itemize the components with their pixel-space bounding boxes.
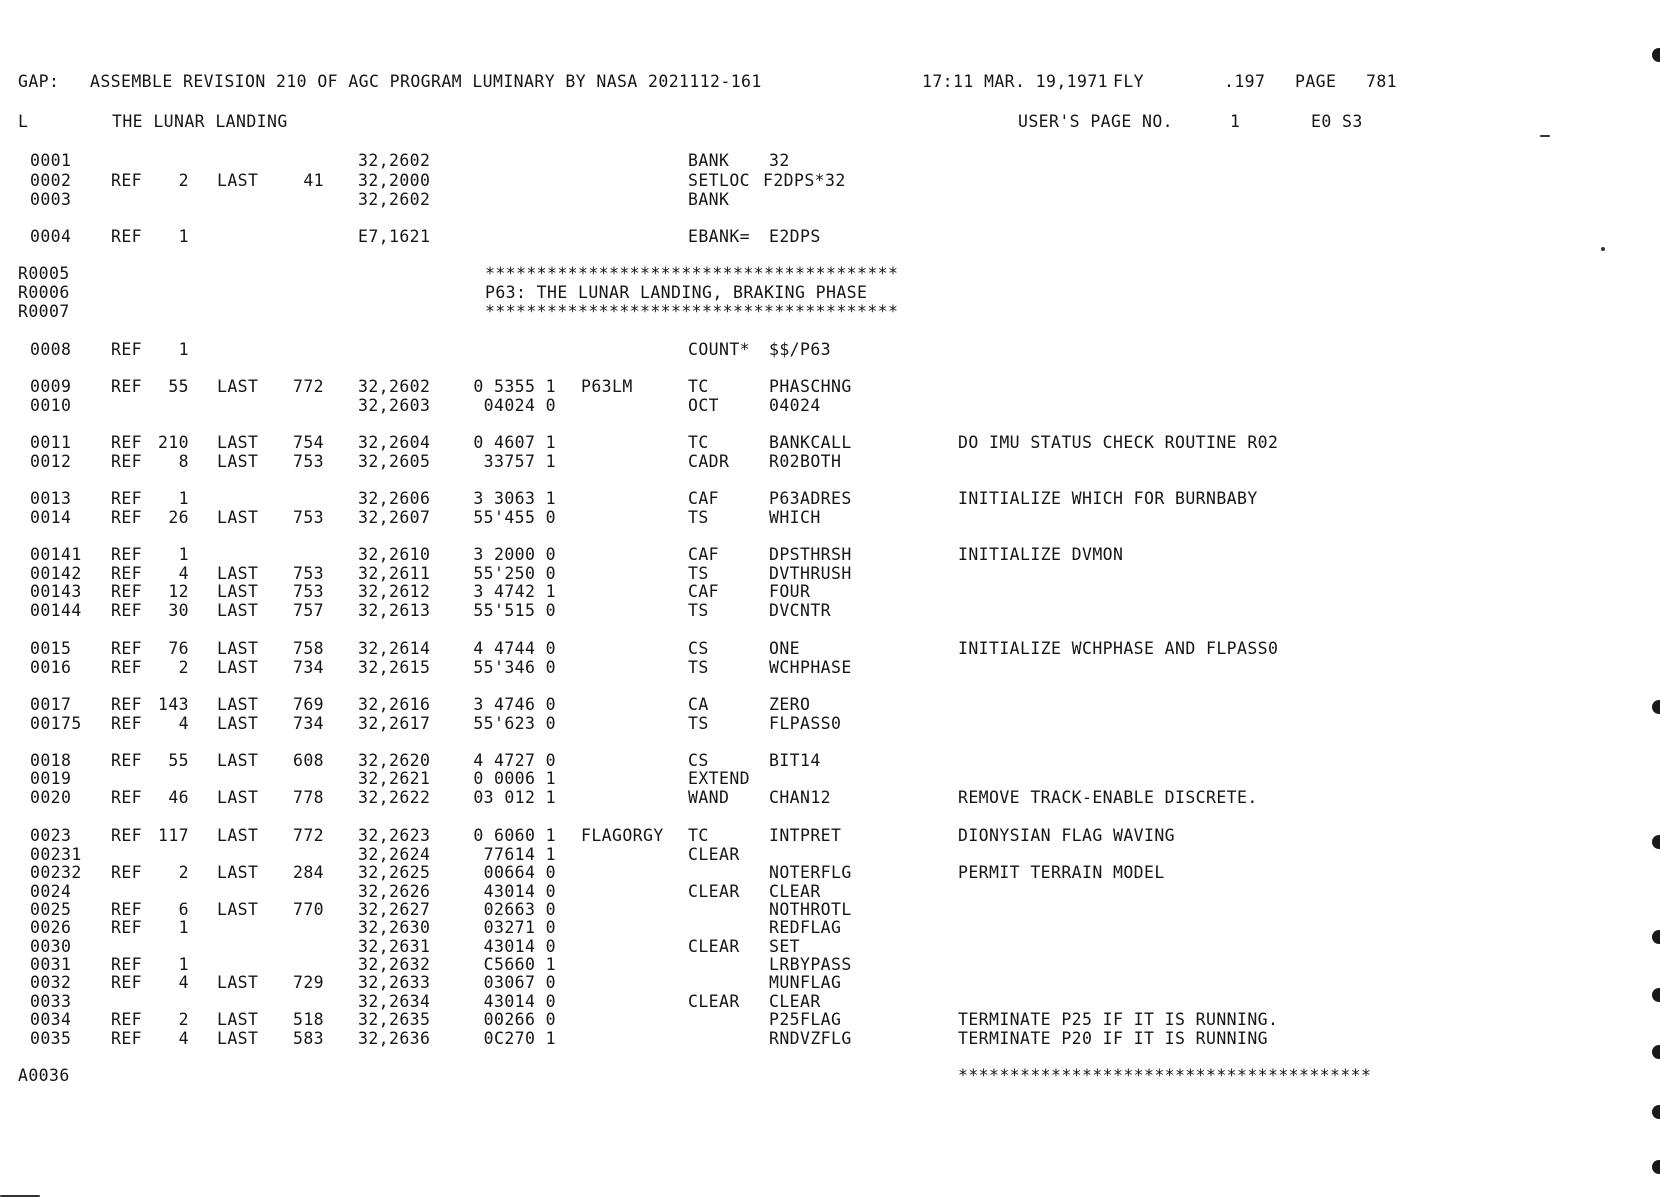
row-op: EXTEND: [688, 769, 751, 788]
row-word: 0 0006 1: [473, 769, 556, 788]
row-comment: DO IMU STATUS CHECK ROUTINE R02: [958, 433, 1279, 452]
row-op: TC: [688, 377, 709, 396]
row-operand: SET: [769, 937, 801, 956]
row-line: 00141: [30, 545, 82, 564]
row-last: LAST: [217, 900, 259, 919]
row-ref: REF: [111, 826, 143, 845]
row-addr: 32,2613: [358, 601, 431, 620]
row-lastn: 734: [292, 714, 324, 733]
row-addr: 32,2620: [358, 751, 431, 770]
header-value: .197: [1224, 72, 1266, 91]
row-op: CAF: [688, 582, 720, 601]
row-refn: 4: [178, 973, 189, 992]
row-comment: PERMIT TERRAIN MODEL: [958, 863, 1165, 882]
row-op: COUNT*: [688, 340, 751, 359]
row-line: 0012: [30, 452, 72, 471]
row-word: 00664 0: [483, 863, 556, 882]
row-comment: TERMINATE P25 IF IT IS RUNNING.: [958, 1010, 1279, 1029]
scan-speck: [1601, 247, 1605, 251]
subheader-users-page-label: USER'S PAGE NO.: [1018, 112, 1174, 131]
row-word: 02663 0: [483, 900, 556, 919]
row-last: LAST: [217, 564, 259, 583]
row-line: R0007: [18, 302, 70, 321]
row-refn: 1: [178, 340, 189, 359]
row-last: LAST: [217, 639, 259, 658]
row-last: LAST: [217, 377, 259, 396]
row-ref: REF: [111, 1010, 143, 1029]
row-addr: 32,2603: [358, 396, 431, 415]
row-lastn: 772: [292, 826, 324, 845]
row-refn: 4: [178, 564, 189, 583]
row-last: LAST: [217, 863, 259, 882]
row-word: 55'346 0: [473, 658, 556, 677]
row-last: LAST: [217, 452, 259, 471]
row-line: 00175: [30, 714, 82, 733]
row-addr: 32,2616: [358, 695, 431, 714]
row-refn: 26: [168, 508, 189, 527]
row-line: 0025: [30, 900, 72, 919]
row-last: LAST: [217, 751, 259, 770]
row-label: P63LM: [581, 377, 633, 396]
row-refn: 2: [178, 1010, 189, 1029]
row-refn: 55: [168, 751, 189, 770]
row-word: 55'623 0: [473, 714, 556, 733]
row-addr: 32,2602: [358, 151, 431, 170]
row-banner: ****************************************: [485, 302, 899, 321]
row-refn: 143: [157, 695, 189, 714]
row-line: 0016: [30, 658, 72, 677]
row-addr: 32,2605: [358, 452, 431, 471]
row-last: LAST: [217, 1029, 259, 1048]
row-lastn: 284: [292, 863, 324, 882]
row-word: 55'250 0: [473, 564, 556, 583]
row-op: CLEAR: [688, 882, 740, 901]
row-lastn: 769: [292, 695, 324, 714]
row-addr: E7,1621: [358, 227, 431, 246]
row-op: CLEAR: [688, 845, 740, 864]
row-line: 0018: [30, 751, 72, 770]
row-line: 0001: [30, 151, 72, 170]
row-word: 3 4742 1: [473, 582, 556, 601]
row-word: 4 4727 0: [473, 751, 556, 770]
row-operand: WHICH: [769, 508, 821, 527]
row-lastn: 753: [292, 452, 324, 471]
row-addr: 32,2602: [358, 190, 431, 209]
header-title: ASSEMBLE REVISION 210 OF AGC PROGRAM LUMINARY BY NASA 2021112-161: [90, 72, 762, 91]
row-line: 0035: [30, 1029, 72, 1048]
row-refn: 210: [157, 433, 189, 452]
row-operand: F2DPS*32: [763, 171, 846, 190]
row-line: 0014: [30, 508, 72, 527]
row-word: 55'515 0: [473, 601, 556, 620]
row-word: 55'455 0: [473, 508, 556, 527]
row-lastn: 770: [292, 900, 324, 919]
row-ref: REF: [111, 639, 143, 658]
row-refn: 76: [168, 639, 189, 658]
row-last: LAST: [217, 658, 259, 677]
row-op: SETLOC: [688, 171, 751, 190]
row-lastn: 608: [292, 751, 324, 770]
row-ref: REF: [111, 452, 143, 471]
row-operand: R02BOTH: [769, 452, 842, 471]
row-op: EBANK=: [688, 227, 751, 246]
row-word: 43014 0: [483, 882, 556, 901]
row-addr: 32,2633: [358, 973, 431, 992]
row-operand: ONE: [769, 639, 801, 658]
row-ref: REF: [111, 171, 143, 190]
row-line: 0032: [30, 973, 72, 992]
row-last: LAST: [217, 433, 259, 452]
row-refn: 2: [178, 658, 189, 677]
row-ref: REF: [111, 714, 143, 733]
row-line: 0008: [30, 340, 72, 359]
row-addr: 32,2635: [358, 1010, 431, 1029]
row-line: 0023: [30, 826, 72, 845]
row-line: 0017: [30, 695, 72, 714]
row-line: R0006: [18, 283, 70, 302]
row-line: 0015: [30, 639, 72, 658]
row-op: BANK: [688, 151, 730, 170]
row-word: 4 4744 0: [473, 639, 556, 658]
scan-edge-mark: [1652, 1105, 1660, 1119]
row-ref: REF: [111, 545, 143, 564]
row-line: 0030: [30, 937, 72, 956]
row-word: 33757 1: [483, 452, 556, 471]
row-ref: REF: [111, 582, 143, 601]
row-refn: 55: [168, 377, 189, 396]
row-op: CLEAR: [688, 937, 740, 956]
row-operand: DVTHRUSH: [769, 564, 852, 583]
row-line: 00143: [30, 582, 82, 601]
row-word: 0 6060 1: [473, 826, 556, 845]
row-ref: REF: [111, 227, 143, 246]
header-page-number: 781: [1366, 72, 1398, 91]
row-word: 04024 0: [483, 396, 556, 415]
row-ref: REF: [111, 601, 143, 620]
row-last: LAST: [217, 582, 259, 601]
row-operand: FLPASS0: [769, 714, 842, 733]
row-line: 0009: [30, 377, 72, 396]
row-lastn: 41: [303, 171, 324, 190]
row-lastn: 754: [292, 433, 324, 452]
subheader-marker: L: [18, 112, 29, 131]
row-line: 0034: [30, 1010, 72, 1029]
row-ref: REF: [111, 918, 143, 937]
row-addr: 32,2606: [358, 489, 431, 508]
row-op: OCT: [688, 396, 720, 415]
row-lastn: 583: [292, 1029, 324, 1048]
header-mode: FLY: [1113, 72, 1145, 91]
row-refn: 6: [178, 900, 189, 919]
row-line: A0036: [18, 1066, 70, 1085]
row-last: LAST: [217, 788, 259, 807]
row-word: 03271 0: [483, 918, 556, 937]
row-last: LAST: [217, 601, 259, 620]
row-word: 0 5355 1: [473, 377, 556, 396]
row-operand: $$/P63: [769, 340, 832, 359]
scan-edge-mark: [1652, 1045, 1660, 1059]
row-line: 0004: [30, 227, 72, 246]
row-ref: REF: [111, 863, 143, 882]
row-op: TS: [688, 658, 709, 677]
row-line: 00144: [30, 601, 82, 620]
subheader-users-page-number: 1: [1230, 112, 1241, 131]
row-addr: 32,2611: [358, 564, 431, 583]
row-operand: NOTERFLG: [769, 863, 852, 882]
row-operand: P63ADRES: [769, 489, 852, 508]
row-operand: P25FLAG: [769, 1010, 842, 1029]
row-ref: REF: [111, 564, 143, 583]
row-line: 0024: [30, 882, 72, 901]
row-ref: REF: [111, 695, 143, 714]
row-comment: ****************************************: [958, 1066, 1372, 1085]
row-addr: 32,2604: [358, 433, 431, 452]
row-line: 00231: [30, 845, 82, 864]
row-lastn: 772: [292, 377, 324, 396]
row-word: 43014 0: [483, 937, 556, 956]
row-refn: 2: [178, 863, 189, 882]
row-op: TS: [688, 508, 709, 527]
row-line: R0005: [18, 264, 70, 283]
row-lastn: 753: [292, 582, 324, 601]
row-comment: INITIALIZE DVMON: [958, 545, 1124, 564]
row-ref: REF: [111, 1029, 143, 1048]
row-op: TS: [688, 601, 709, 620]
row-line: 0020: [30, 788, 72, 807]
row-op: CA: [688, 695, 709, 714]
header-gap: GAP:: [18, 72, 60, 91]
row-word: 00266 0: [483, 1010, 556, 1029]
row-line: 0031: [30, 955, 72, 974]
row-comment: REMOVE TRACK-ENABLE DISCRETE.: [958, 788, 1258, 807]
row-refn: 4: [178, 1029, 189, 1048]
row-comment: INITIALIZE WHICH FOR BURNBABY: [958, 489, 1258, 508]
row-op: CS: [688, 639, 709, 658]
row-refn: 30: [168, 601, 189, 620]
row-operand: NOTHROTL: [769, 900, 852, 919]
row-ref: REF: [111, 658, 143, 677]
row-word: 0C270 1: [483, 1029, 556, 1048]
row-addr: 32,2624: [358, 845, 431, 864]
row-comment: TERMINATE P20 IF IT IS RUNNING: [958, 1029, 1269, 1048]
scan-speck: [0, 1195, 40, 1197]
row-ref: REF: [111, 900, 143, 919]
row-addr: 32,2636: [358, 1029, 431, 1048]
row-operand: E2DPS: [769, 227, 821, 246]
scan-edge-mark: [1652, 930, 1660, 944]
row-banner: ****************************************: [485, 264, 899, 283]
row-refn: 1: [178, 489, 189, 508]
row-line: 0013: [30, 489, 72, 508]
scan-edge-mark: [1652, 835, 1660, 849]
row-operand: BIT14: [769, 751, 821, 770]
header-timestamp: 17:11 MAR. 19,1971: [922, 72, 1109, 91]
row-last: LAST: [217, 695, 259, 714]
row-last: LAST: [217, 826, 259, 845]
row-operand: CLEAR: [769, 992, 821, 1011]
row-operand: DPSTHRSH: [769, 545, 852, 564]
row-last: LAST: [217, 1010, 259, 1029]
row-addr: 32,2612: [358, 582, 431, 601]
row-operand: FOUR: [769, 582, 811, 601]
row-ref: REF: [111, 508, 143, 527]
row-lastn: 518: [292, 1010, 324, 1029]
row-operand: INTPRET: [769, 826, 842, 845]
row-op: TS: [688, 564, 709, 583]
row-ref: REF: [111, 973, 143, 992]
row-lastn: 729: [292, 973, 324, 992]
row-addr: 32,2617: [358, 714, 431, 733]
row-addr: 32,2634: [358, 992, 431, 1011]
row-ref: REF: [111, 377, 143, 396]
row-addr: 32,2607: [358, 508, 431, 527]
row-ref: REF: [111, 340, 143, 359]
row-op: WAND: [688, 788, 730, 807]
row-lastn: 753: [292, 508, 324, 527]
row-op: CS: [688, 751, 709, 770]
row-lastn: 778: [292, 788, 324, 807]
row-line: 0003: [30, 190, 72, 209]
scan-edge-mark: [1652, 988, 1660, 1002]
row-addr: 32,2627: [358, 900, 431, 919]
row-word: 03067 0: [483, 973, 556, 992]
row-operand: REDFLAG: [769, 918, 842, 937]
row-op: CLEAR: [688, 992, 740, 1011]
row-line: 0011: [30, 433, 72, 452]
row-operand: WCHPHASE: [769, 658, 852, 677]
row-operand: CHAN12: [769, 788, 832, 807]
row-banner: P63: THE LUNAR LANDING, BRAKING PHASE: [485, 283, 868, 302]
row-last: LAST: [217, 171, 259, 190]
row-word: 3 4746 0: [473, 695, 556, 714]
row-refn: 1: [178, 955, 189, 974]
row-operand: ZERO: [769, 695, 811, 714]
row-lastn: 757: [292, 601, 324, 620]
row-word: 43014 0: [483, 992, 556, 1011]
row-line: 0026: [30, 918, 72, 937]
row-addr: 32,2000: [358, 171, 431, 190]
row-operand: DVCNTR: [769, 601, 832, 620]
row-word: 0 4607 1: [473, 433, 556, 452]
row-ref: REF: [111, 489, 143, 508]
row-addr: 32,2622: [358, 788, 431, 807]
row-ref: REF: [111, 751, 143, 770]
row-line: 00232: [30, 863, 82, 882]
row-refn: 46: [168, 788, 189, 807]
row-operand: BANKCALL: [769, 433, 852, 452]
row-operand: RNDVZFLG: [769, 1029, 852, 1048]
row-op: CAF: [688, 545, 720, 564]
scan-edge-mark: [1652, 700, 1660, 714]
row-refn: 8: [178, 452, 189, 471]
row-label: FLAGORGY: [581, 826, 664, 845]
row-addr: 32,2632: [358, 955, 431, 974]
row-op: TC: [688, 826, 709, 845]
row-word: 3 3063 1: [473, 489, 556, 508]
row-operand: MUNFLAG: [769, 973, 842, 992]
row-op: BANK: [688, 190, 730, 209]
row-ref: REF: [111, 433, 143, 452]
scan-edge-mark: [1652, 48, 1660, 62]
row-refn: 1: [178, 545, 189, 564]
row-addr: 32,2623: [358, 826, 431, 845]
row-lastn: 753: [292, 564, 324, 583]
row-addr: 32,2615: [358, 658, 431, 677]
row-addr: 32,2614: [358, 639, 431, 658]
row-lastn: 734: [292, 658, 324, 677]
row-addr: 32,2602: [358, 377, 431, 396]
row-last: LAST: [217, 714, 259, 733]
row-addr: 32,2621: [358, 769, 431, 788]
header-page-label: PAGE: [1295, 72, 1337, 91]
row-refn: 1: [178, 918, 189, 937]
row-line: 0019: [30, 769, 72, 788]
row-addr: 32,2610: [358, 545, 431, 564]
row-refn: 117: [157, 826, 189, 845]
row-word: 3 2000 0: [473, 545, 556, 564]
row-operand: 32: [769, 151, 790, 170]
row-refn: 12: [168, 582, 189, 601]
row-last: LAST: [217, 508, 259, 527]
row-line: 0002: [30, 171, 72, 190]
row-op: TC: [688, 433, 709, 452]
row-operand: CLEAR: [769, 882, 821, 901]
row-line: 0010: [30, 396, 72, 415]
row-lastn: 758: [292, 639, 324, 658]
scan-speck: [1540, 135, 1550, 137]
subheader-code: E0 S3: [1311, 112, 1363, 131]
row-operand: 04024: [769, 396, 821, 415]
row-line: 0033: [30, 992, 72, 1011]
row-op: CAF: [688, 489, 720, 508]
row-refn: 4: [178, 714, 189, 733]
row-refn: 2: [178, 171, 189, 190]
row-addr: 32,2625: [358, 863, 431, 882]
row-word: 03 012 1: [473, 788, 556, 807]
row-operand: LRBYPASS: [769, 955, 852, 974]
subheader-section: THE LUNAR LANDING: [112, 112, 288, 131]
row-addr: 32,2626: [358, 882, 431, 901]
row-word: C5660 1: [483, 955, 556, 974]
row-ref: REF: [111, 955, 143, 974]
row-word: 77614 1: [483, 845, 556, 864]
row-addr: 32,2630: [358, 918, 431, 937]
scan-edge-mark: [1652, 1160, 1660, 1174]
row-op: TS: [688, 714, 709, 733]
row-line: 00142: [30, 564, 82, 583]
row-op: CADR: [688, 452, 730, 471]
row-addr: 32,2631: [358, 937, 431, 956]
row-last: LAST: [217, 973, 259, 992]
row-comment: INITIALIZE WCHPHASE AND FLPASS0: [958, 639, 1279, 658]
row-refn: 1: [178, 227, 189, 246]
row-comment: DIONYSIAN FLAG WAVING: [958, 826, 1176, 845]
row-operand: PHASCHNG: [769, 377, 852, 396]
row-ref: REF: [111, 788, 143, 807]
